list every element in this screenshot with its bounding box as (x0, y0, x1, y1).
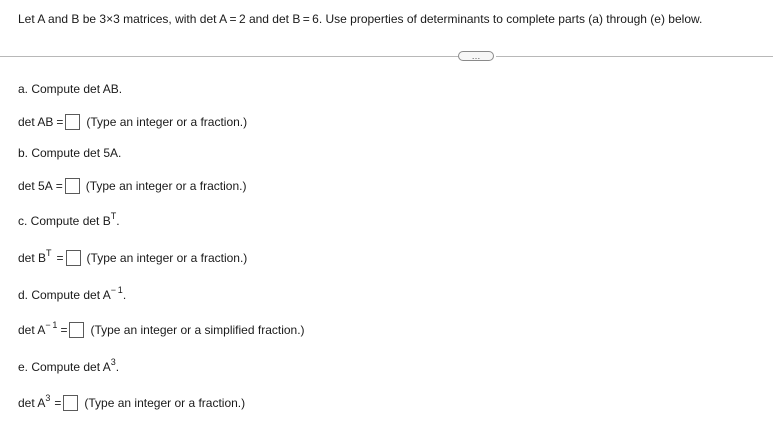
part-e-answer-row: det A $^3$ = (Type an integer or a fraction.) (18, 393, 246, 410)
more-options-button[interactable]: … (458, 51, 494, 61)
part-b-question-text: b. Compute det 5A. (18, 146, 122, 160)
equals-sign: = (54, 396, 62, 410)
period: . (116, 214, 120, 228)
part-d-answer-input[interactable] (69, 322, 84, 338)
problem-statement: Let A and B be 3×3 matrices, with det A = 2 and det B = 6. Use properties of determinants to complete parts (a) through (e) below. (18, 12, 703, 26)
part-b-answer-row (18, 178, 246, 194)
part-a-question-text: a. Compute det AB. (18, 82, 123, 96)
section-divider (0, 56, 458, 57)
part-c-answer-row: det B $^T$ = (Type an integer or a fraction.) (18, 248, 248, 265)
part-e-question: e. Compute det A $^3$ . (18, 357, 120, 374)
part-d-lhs: det A (18, 323, 46, 337)
part-d-question-text: d. Compute det A (18, 288, 111, 302)
equals-sign: = (60, 323, 68, 337)
period: . (115, 360, 120, 374)
part-d-question: d. Compute det A $^{- 1}$ . (18, 285, 127, 302)
part-c-question: c. Compute det B $^T$ . (18, 211, 120, 228)
part-b-lhs: det 5A (18, 179, 53, 193)
part-e-lhs: det A (18, 396, 46, 410)
equals-sign: = (56, 115, 64, 129)
part-c-hint: (Type an integer or a fraction.) (86, 251, 248, 265)
equals-sign: = (55, 179, 63, 193)
part-b-hint: (Type an integer or a fraction.) (85, 179, 247, 193)
part-b-question (18, 146, 121, 160)
period: . (122, 288, 127, 302)
part-a-answer-row (18, 114, 247, 130)
part-a-lhs: det AB (18, 115, 54, 129)
part-e-answer-input[interactable] (63, 395, 78, 411)
part-a-hint: (Type an integer or a fraction.) (86, 115, 248, 129)
equals-sign: = (56, 251, 64, 265)
part-c-lhs: det B (18, 251, 47, 265)
section-divider (496, 56, 773, 57)
part-a-question (18, 82, 122, 96)
part-d-answer-row: det A $^{- 1}$ = (Type an integer or a simplified fraction.) (18, 320, 305, 337)
part-d-hint: (Type an integer or a simplified fraction.) (90, 323, 305, 337)
part-e-question-text: e. Compute det A (18, 360, 111, 374)
part-a-answer-input[interactable] (65, 114, 80, 130)
part-b-answer-input[interactable] (65, 178, 80, 194)
part-c-answer-input[interactable] (66, 250, 81, 266)
part-c-question-text: c. Compute det B (18, 214, 111, 228)
part-e-hint: (Type an integer or a fraction.) (84, 396, 246, 410)
